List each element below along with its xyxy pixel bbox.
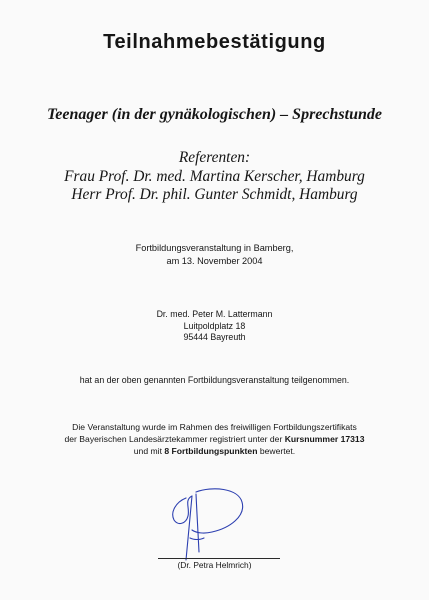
statement-line-2-text: der Bayerischen Landesärztekammer registriert unter der — [64, 434, 283, 444]
event-location: Fortbildungsveranstaltung in Bamberg, — [135, 243, 294, 253]
signature-stroke — [196, 494, 199, 552]
participation-text: hat an der oben genannten Fortbildungsveranstaltung teilgenommen. — [79, 375, 350, 385]
participant-name: Dr. med. Peter M. Lattermann — [156, 309, 273, 319]
accreditation-statement — [0, 421, 429, 457]
statement-line-2 — [0, 433, 429, 445]
certificate-title: Teilnahmebestätigung — [103, 31, 326, 53]
speaker-line: Frau Prof. Dr. med. Martina Kerscher, Hamburg — [64, 167, 365, 185]
statement-line-3-suffix: bewertet. — [259, 446, 296, 456]
signature-stroke — [192, 489, 243, 533]
participant-street: Luitpoldplatz 18 — [183, 320, 246, 331]
participant-address — [0, 309, 429, 344]
participant-city: 95444 Bayreuth — [183, 332, 246, 342]
statement-line-1: Die Veranstaltung wurde im Rahmen des freiwilligen Fortbildungszertifikats — [72, 422, 357, 432]
speakers-block — [0, 149, 429, 205]
signatory-name: (Dr. Petra Helmrich) — [177, 560, 252, 570]
signature-stroke — [186, 496, 192, 560]
signature-stroke — [190, 538, 204, 540]
speakers-heading: Referenten: — [178, 149, 251, 166]
course-title: Teenager (in der gynäkologischen) – Sprechstunde — [47, 106, 382, 123]
handwritten-signature — [166, 486, 256, 564]
event-block — [0, 242, 429, 267]
signature-line — [158, 558, 280, 559]
course-number: Kursnummer 17313 — [284, 434, 365, 444]
signature-stroke — [173, 496, 192, 523]
event-date: am 13. November 2004 — [166, 255, 263, 266]
speaker-line: Herr Prof. Dr. phil. Gunter Schmidt, Hamburg — [71, 186, 358, 203]
statement-line-3-prefix: und mit — [133, 446, 162, 456]
statement-line-3 — [0, 445, 429, 457]
credit-points: 8 Fortbildungspunkten — [164, 446, 258, 456]
